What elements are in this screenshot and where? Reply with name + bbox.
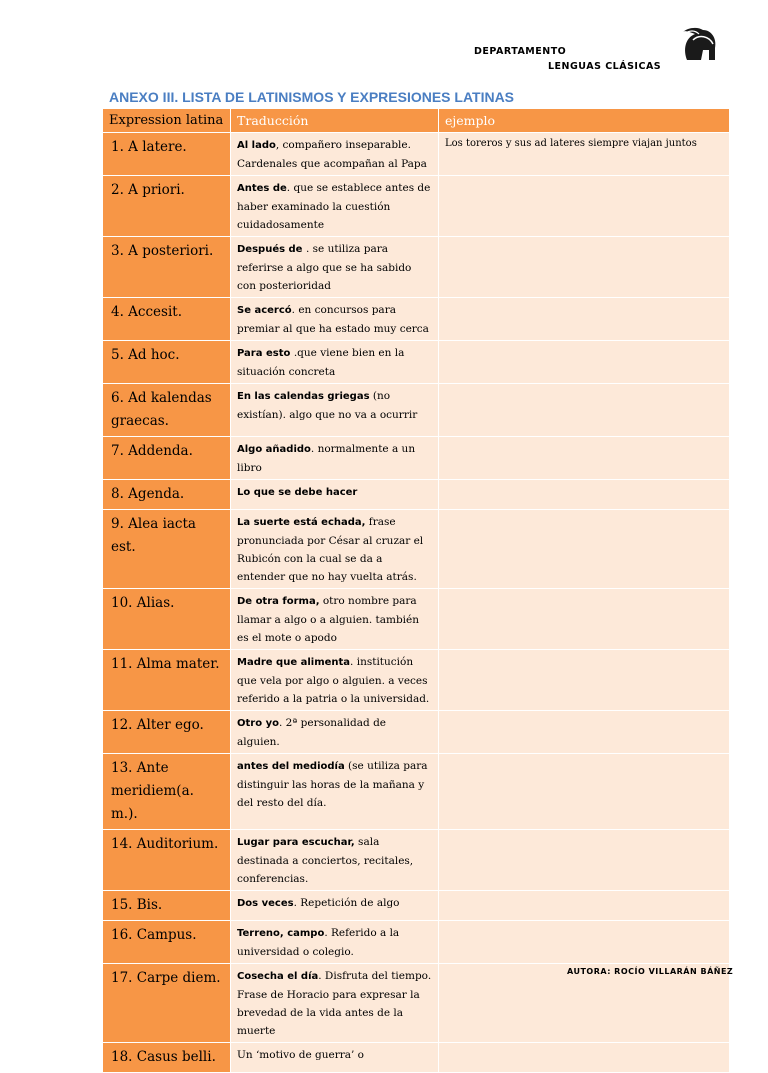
latin-term: 11. Alma mater. [103, 650, 231, 711]
latin-term: 14. Auditorium. [103, 830, 231, 891]
latin-term: 15. Bis. [103, 891, 231, 921]
latin-term: 12. Alter ego. [103, 711, 231, 754]
translation-text: frase pronunciada por César al cruzar el Rubicón con la cual se da a entender que no hay vuelta atrás. [237, 516, 424, 583]
translation-cell [231, 341, 439, 384]
table-row [103, 921, 730, 964]
latin-term: 9. Alea iacta est. [103, 510, 231, 589]
example-cell [439, 891, 730, 921]
translation-text: otro nombre para llamar a algo o a alguien. también es el mote o apodo [237, 595, 420, 644]
translation-cell [231, 176, 439, 237]
translation-text: . Disfruta del tiempo. Frase de Horacio para expresar la brevedad de la vida antes de la muerte [237, 970, 432, 1037]
translation-cell [231, 650, 439, 711]
example-cell [439, 176, 730, 237]
table-row [103, 341, 730, 384]
translation-cell [231, 384, 439, 437]
department-line-2: LENGUAS CLÁSICAS [548, 61, 662, 72]
latin-expressions-table [102, 108, 730, 1073]
column-header-expression: Expression latina [103, 109, 231, 133]
table-row [103, 437, 730, 480]
translation-cell [231, 437, 439, 480]
translation-cell [231, 830, 439, 891]
translation-keyword: Otro yo [237, 718, 279, 729]
translation-text: (se utiliza para distinguir las horas de la mañana y del resto del día. [237, 760, 428, 809]
translation-text: . Repetición de algo [293, 897, 400, 909]
translation-cell [231, 1043, 439, 1073]
translation-keyword: Lo que se debe hacer [237, 487, 358, 498]
column-header-translation: Traducción [231, 109, 439, 133]
table-row [103, 176, 730, 237]
table-row [103, 480, 730, 510]
table-row [103, 891, 730, 921]
latin-term: 16. Campus. [103, 921, 231, 964]
translation-keyword: De otra forma, [237, 596, 320, 607]
example-cell [439, 298, 730, 341]
table-header-row [103, 109, 730, 133]
example-cell [439, 341, 730, 384]
translation-text: . en concursos para premiar al que ha estado muy cerca [237, 304, 429, 335]
table-row [103, 650, 730, 711]
translation-cell [231, 510, 439, 589]
translation-keyword: Para esto [237, 348, 294, 359]
translation-keyword: Dos veces [237, 898, 294, 909]
translation-cell [231, 589, 439, 650]
table-row [103, 237, 730, 298]
translation-keyword: Terreno, campo [237, 928, 325, 939]
table-row [103, 589, 730, 650]
author-credit: AUTORA: ROCÍO VILLARÁN BÁÑEZ [567, 967, 734, 976]
table-row [103, 754, 730, 830]
latin-term: 10. Alias. [103, 589, 231, 650]
latin-term: 6. Ad kalendas graecas. [103, 384, 231, 437]
translation-cell [231, 754, 439, 830]
example-cell [439, 437, 730, 480]
translation-text: . que se establece antes de haber examinado la cuestión cuidadosamente [237, 182, 431, 231]
translation-text: .que viene bien en la situación concreta [237, 347, 405, 378]
table-row [103, 1043, 730, 1073]
latin-term: 13. Ante meridiem(a. m.). [103, 754, 231, 830]
latin-term: 17. Carpe diem. [103, 964, 231, 1043]
example-cell [439, 480, 730, 510]
latin-term: 8. Agenda. [103, 480, 231, 510]
example-cell [439, 1043, 730, 1073]
table-row [103, 510, 730, 589]
table-row [103, 711, 730, 754]
table-row [103, 133, 730, 176]
spartan-helmet-icon [679, 26, 719, 66]
translation-cell [231, 964, 439, 1043]
column-header-example: ejemplo [439, 109, 730, 133]
latin-term: 2. A priori. [103, 176, 231, 237]
translation-cell [231, 480, 439, 510]
translation-cell [231, 891, 439, 921]
translation-keyword: Después de [237, 244, 306, 255]
latin-term: 18. Casus belli. [103, 1043, 231, 1073]
translation-keyword: Cosecha el día [237, 971, 319, 982]
translation-keyword: Madre que alimenta [237, 657, 351, 668]
translation-cell [231, 237, 439, 298]
example-cell [439, 510, 730, 589]
table-row [103, 298, 730, 341]
example-cell [439, 589, 730, 650]
translation-text: . se utiliza para referirse a algo que se ha sabido con posterioridad [237, 243, 412, 292]
translation-keyword: Antes de [237, 183, 287, 194]
translation-cell [231, 921, 439, 964]
translation-text: sala destinada a conciertos, recitales, conferencias. [237, 836, 414, 885]
translation-cell [231, 133, 439, 176]
department-heading [474, 44, 694, 74]
translation-cell [231, 711, 439, 754]
department-line-1: DEPARTAMENTO [474, 46, 567, 57]
example-cell [439, 754, 730, 830]
translation-keyword: Algo añadido [237, 444, 311, 455]
translation-keyword: antes del mediodía [237, 761, 345, 772]
translation-keyword: Se acercó [237, 305, 292, 316]
latin-term: 4. Accesit. [103, 298, 231, 341]
translation-cell [231, 298, 439, 341]
example-cell [439, 650, 730, 711]
example-cell [439, 711, 730, 754]
latin-term: 7. Addenda. [103, 437, 231, 480]
table-row [103, 384, 730, 437]
translation-text: . institución que vela por algo o alguien. a veces referido a la patria o la universidad. [237, 656, 430, 705]
translation-keyword: Al lado [237, 140, 276, 151]
latin-term: 3. A posteriori. [103, 237, 231, 298]
example-cell [439, 237, 730, 298]
latin-term: 1. A latere. [103, 133, 231, 176]
latin-term: 5. Ad hoc. [103, 341, 231, 384]
translation-text: . Referido a la universidad o colegio. [237, 927, 400, 958]
example-cell [439, 921, 730, 964]
example-cell [439, 384, 730, 437]
example-cell: Los toreros y sus ad lateres siempre viajan juntos [439, 133, 730, 176]
translation-keyword: En las calendas griegas [237, 391, 370, 402]
translation-text: . 2ª personalidad de alguien. [237, 717, 387, 748]
translation-text: (no existían). algo que no va a ocurrir [237, 390, 418, 421]
translation-keyword: Lugar para escuchar, [237, 837, 355, 848]
translation-text: Un ‘motivo de guerra’ o [237, 1049, 364, 1061]
translation-keyword: La suerte está echada, [237, 517, 366, 528]
table-row [103, 830, 730, 891]
translation-text: . normalmente a un libro [237, 443, 416, 474]
page-title: ANEXO III. LISTA DE LATINISMOS Y EXPRESIONES LATINAS [109, 89, 515, 105]
translation-text: , compañero inseparable. Cardenales que acompañan al Papa [237, 139, 427, 170]
example-cell [439, 830, 730, 891]
